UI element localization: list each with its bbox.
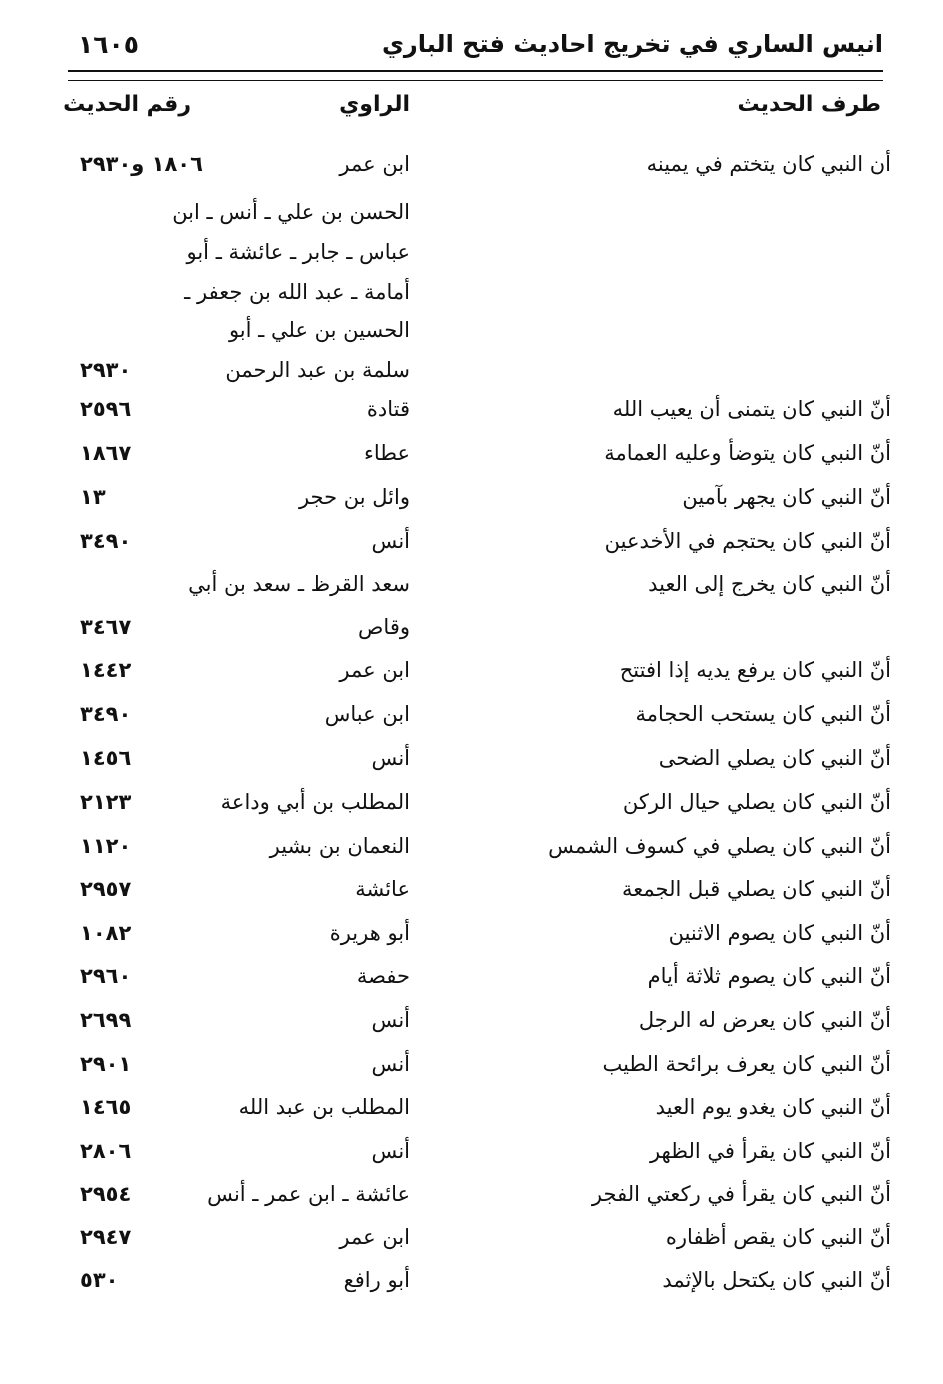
table-row <box>0 1225 943 1265</box>
hadith-number: ٥٣٠ <box>80 1268 119 1292</box>
table-row <box>0 441 943 481</box>
narrator-text: ابن عباس <box>324 702 410 726</box>
narrator-text: ابن عمر <box>339 1225 410 1249</box>
narrator-text: أنس <box>371 1052 410 1076</box>
hadith-text: أنّ النبي كان يصلي الضحى <box>658 746 891 770</box>
narrator-text: عائشة ـ ابن عمر ـ أنس <box>207 1182 410 1206</box>
table-row <box>0 834 943 874</box>
hadith-text: أنّ النبي كان يغدو يوم العيد <box>655 1095 891 1119</box>
hadith-number: ٣٤٦٧ <box>80 615 132 639</box>
hadith-number: ١٨٦٧ <box>80 441 132 465</box>
table-row <box>0 615 943 655</box>
table-row <box>0 1182 943 1222</box>
hadith-number: ١١٢٠ <box>80 834 132 858</box>
hadith-text: أنّ النبي كان يعرف برائحة الطيب <box>602 1052 891 1076</box>
table-row <box>0 921 943 961</box>
table-row <box>0 572 943 612</box>
hadith-text: أنّ النبي كان يقرأ في ركعتي الفجر <box>591 1182 891 1206</box>
hadith-number: ٣٤٩٠ <box>80 529 132 553</box>
narrator-text: أنس <box>371 746 410 770</box>
hadith-text: أنّ النبي كان يستحب الحجامة <box>635 702 891 726</box>
hadith-text: أنّ النبي كان يتوضأ وعليه العمامة <box>604 441 891 465</box>
hadith-number: ٢٩٥٧ <box>80 877 132 901</box>
table-row <box>0 1095 943 1135</box>
hadith-text: أنّ النبي كان يتمنى أن يعيب الله <box>612 397 891 421</box>
hadith-number: ١٣ <box>80 485 106 509</box>
hadith-text: أنّ النبي كان يصلي قبل الجمعة <box>622 877 891 901</box>
hadith-number: ٢٦٩٩ <box>80 1008 132 1032</box>
hadith-number: ١٤٤٢ <box>80 658 132 682</box>
table-row <box>0 658 943 698</box>
narrator-text: قتادة <box>366 397 410 421</box>
narrator-continuation: وقاص <box>358 615 410 639</box>
narrator-text: حفصة <box>356 964 410 988</box>
column-header-hadith: طرف الحديث <box>737 92 881 117</box>
table-row <box>0 790 943 830</box>
hadith-text: أنّ النبي كان يجهر بآمين <box>682 485 891 509</box>
table-row <box>0 702 943 742</box>
narrator-text: أبو هريرة <box>329 921 410 945</box>
hadith-number: ٢٩٥٤ <box>80 1182 132 1206</box>
hadith-text: أنّ النبي كان يقص أظفاره <box>665 1225 891 1249</box>
narrator-text: عطاء <box>363 441 410 465</box>
table-row <box>0 397 943 437</box>
hadith-number: ٢٩٣٠ <box>80 358 132 382</box>
book-title: انيس الساري في تخريج احاديث فتح الباري <box>381 30 883 58</box>
hadith-text: أنّ النبي كان يرفع يديه إذا افتتح <box>619 658 891 682</box>
column-header-narrator: الراوي <box>339 92 410 117</box>
narrator-text: سعد القرظ ـ سعد بن أبي <box>188 572 410 596</box>
table-row <box>0 1052 943 1092</box>
narrator-text: أنس <box>371 1008 410 1032</box>
hadith-text: أنّ النبي كان يصوم ثلاثة أيام <box>647 964 891 988</box>
hadith-number: ٢٨٠٦ <box>80 1139 132 1163</box>
hadith-number: ١٠٨٢ <box>80 921 132 945</box>
table-row <box>0 1268 943 1308</box>
hadith-number: ٢٥٩٦ <box>80 397 132 421</box>
hadith-number: ١٤٥٦ <box>80 746 132 770</box>
hadith-text: أن النبي كان يتختم في يمينه <box>646 152 891 176</box>
hadith-text: أنّ النبي كان يصلي حيال الركن <box>622 790 891 814</box>
hadith-number: ١٨٠٦ و٢٩٣٠ <box>80 152 203 176</box>
table-row <box>0 1139 943 1179</box>
hadith-number: ١٤٦٥ <box>80 1095 132 1119</box>
narrator-text: أبو رافع <box>343 1268 410 1292</box>
narrator-continuation: الحسن بن علي ـ أنس ـ ابن <box>172 200 410 224</box>
table-row <box>0 964 943 1004</box>
narrator-text: النعمان بن بشير <box>269 834 410 858</box>
narrator-text: ابن عمر <box>339 152 410 176</box>
narrator-text: المطلب بن أبي وداعة <box>220 790 410 814</box>
table-row <box>0 358 943 398</box>
hadith-text: أنّ النبي كان يصلي في كسوف الشمس <box>548 834 891 858</box>
header-rule-thin <box>68 80 883 81</box>
narrator-continuation: الحسين بن علي ـ أبو <box>228 318 410 342</box>
hadith-number: ٢٩٤٧ <box>80 1225 132 1249</box>
narrator-text: أنس <box>371 529 410 553</box>
hadith-text: أنّ النبي كان يخرج إلى العيد <box>648 572 891 596</box>
table-row <box>0 877 943 917</box>
page-header <box>68 30 883 66</box>
hadith-number: ٢٩٠١ <box>80 1052 132 1076</box>
hadith-text: أنّ النبي كان يحتجم في الأخدعين <box>604 529 891 553</box>
hadith-number: ٣٤٩٠ <box>80 702 132 726</box>
page-number: ١٦٠٥ <box>78 30 140 59</box>
column-header-number: رقم الحديث <box>63 92 191 117</box>
hadith-number: ٢١٢٣ <box>80 790 132 814</box>
table-row <box>0 152 943 192</box>
hadith-text: أنّ النبي كان يكتحل بالإثمد <box>662 1268 891 1292</box>
narrator-text: وائل بن حجر <box>298 485 410 509</box>
narrator-text: المطلب بن عبد الله <box>238 1095 410 1119</box>
table-row <box>0 746 943 786</box>
narrator-text: سلمة بن عبد الرحمن <box>225 358 410 382</box>
header-rule <box>68 70 883 72</box>
narrator-text: ابن عمر <box>339 658 410 682</box>
table-row <box>0 485 943 525</box>
narrator-text: أنس <box>371 1139 410 1163</box>
narrator-text: عائشة <box>355 877 410 901</box>
hadith-text: أنّ النبي كان يعرض له الرجل <box>638 1008 891 1032</box>
hadith-number: ٢٩٦٠ <box>80 964 132 988</box>
table-row <box>0 529 943 569</box>
narrator-continuation: أمامة ـ عبد الله بن جعفر ـ <box>184 280 410 304</box>
hadith-text: أنّ النبي كان يقرأ في الظهر <box>649 1139 891 1163</box>
table-row <box>0 1008 943 1048</box>
hadith-text: أنّ النبي كان يصوم الاثنين <box>668 921 891 945</box>
narrator-continuation: عباس ـ جابر ـ عائشة ـ أبو <box>186 240 410 264</box>
